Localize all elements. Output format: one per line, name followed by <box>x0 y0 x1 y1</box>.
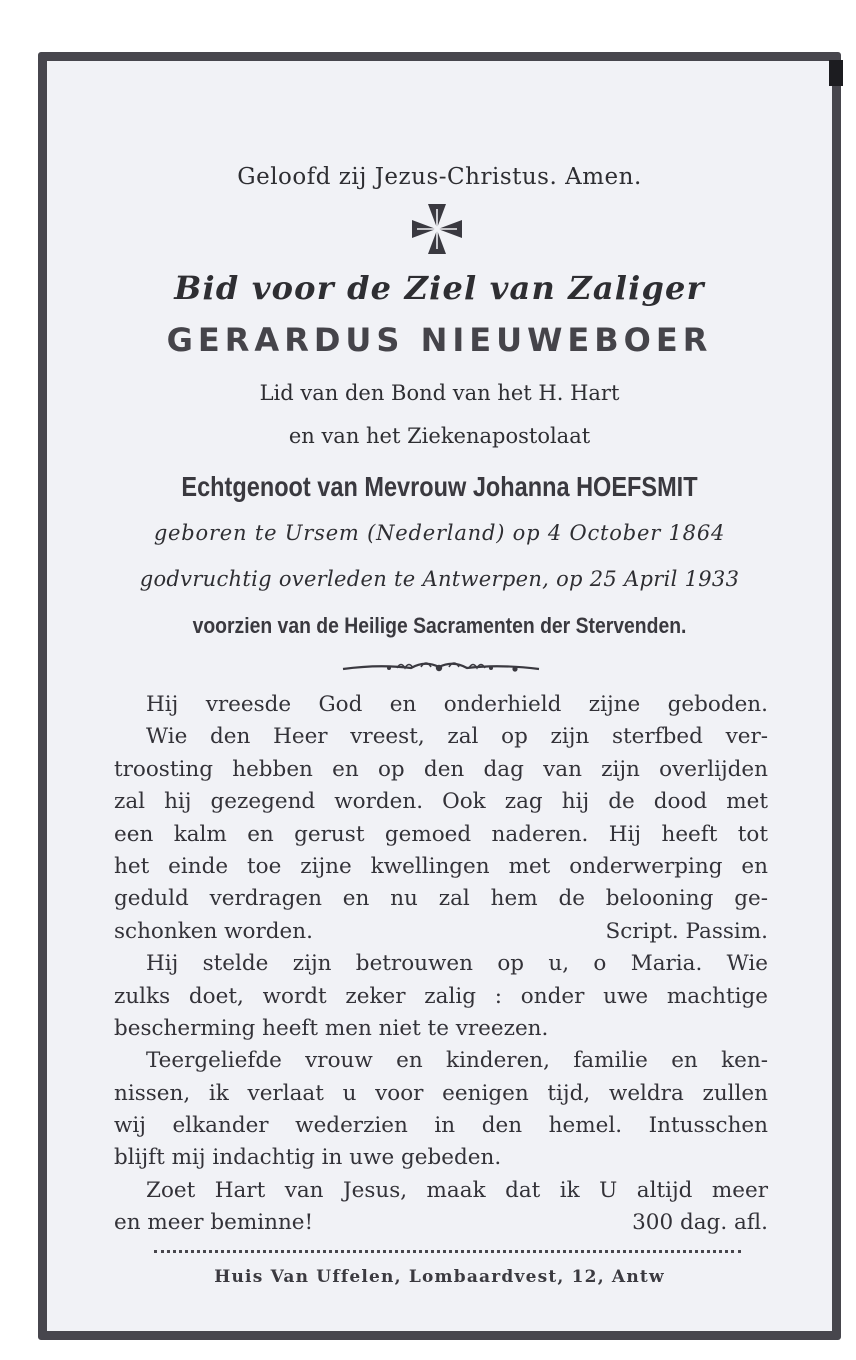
body-line: Hij vreesde God en onderhield zijne geboden. <box>146 692 768 717</box>
invocation-line: Geloofd zij Jezus-Christus. Amen. <box>237 164 642 190</box>
body-line: zal hij gezegend worden. Ook zag hij de dood met <box>114 789 768 815</box>
card-content <box>47 61 832 1331</box>
prayer-heading: Bid voor de Ziel van Zaliger <box>174 269 705 307</box>
body-line: een kalm en gerust gemoed naderen. Hij heeft tot <box>114 821 768 847</box>
body-line: troosting hebben en op den dag van zijn overlijden <box>114 756 768 782</box>
body-line: blijft mij indachtig in uwe gebeden. <box>114 1145 502 1171</box>
body-line: Wie den Heer vreest, zal op zijn sterfbed ver- <box>146 724 768 750</box>
body-line <box>114 916 768 948</box>
body-line: zulks doet, wordt zeker zalig : onder uwe machtige <box>114 983 768 1009</box>
spouse-line: Echtgenoot van Mevrouw Johanna HOEFSMIT <box>181 471 698 502</box>
body-line-reference: Script. Passim. <box>605 918 768 944</box>
body-line-reference: 300 dag. afl. <box>632 1210 768 1236</box>
scan-edge-mark <box>829 60 843 86</box>
dotted-divider <box>154 1250 741 1253</box>
printer-line: Huis Van Uffelen, Lombaardvest, 12, Antw <box>214 1267 665 1287</box>
deceased-name: GERARDUS NIEUWEBOER <box>166 321 713 359</box>
maltese-cross-icon <box>409 201 465 257</box>
membership-line-1: Lid van den Bond van het H. Hart <box>259 381 620 405</box>
membership-line-2: en van het Ziekenapostolaat <box>288 424 591 448</box>
body-line: Teergeliefde vrouw en kinderen, familie en ken- <box>146 1048 768 1074</box>
body-line-text: en meer beminne! <box>114 1210 314 1236</box>
body-line <box>114 1207 768 1239</box>
body-line: bescherming heeft men niet te vreezen. <box>114 1015 549 1041</box>
birth-line: geboren te Ursem (Nederland) op 4 October 1864 <box>153 521 726 545</box>
body-line: Zoet Hart van Jesus, maak dat ik U altijd meer <box>146 1177 768 1203</box>
body-line: het einde toe zijne kwellingen met onderwerping en <box>114 853 768 879</box>
flourish-ornament-icon <box>339 655 543 679</box>
body-line: Hij stelde zijn betrouwen op u, o Maria. Wie <box>146 951 768 977</box>
sacraments-line: voorzien van de Heilige Sacramenten der Stervenden. <box>192 613 687 638</box>
memorial-card <box>38 52 841 1340</box>
body-line: wij elkander wederzien in den hemel. Intusschen <box>114 1113 768 1139</box>
body-text <box>114 689 768 1240</box>
body-line-text: schonken worden. <box>114 918 313 944</box>
body-line: nissen, ik verlaat u voor eenigen tijd, weldra zullen <box>114 1080 768 1106</box>
death-line: godvruchtig overleden te Antwerpen, op 25 April 1933 <box>139 567 740 591</box>
body-line: geduld verdragen en nu zal hem de belooning ge- <box>114 886 768 912</box>
